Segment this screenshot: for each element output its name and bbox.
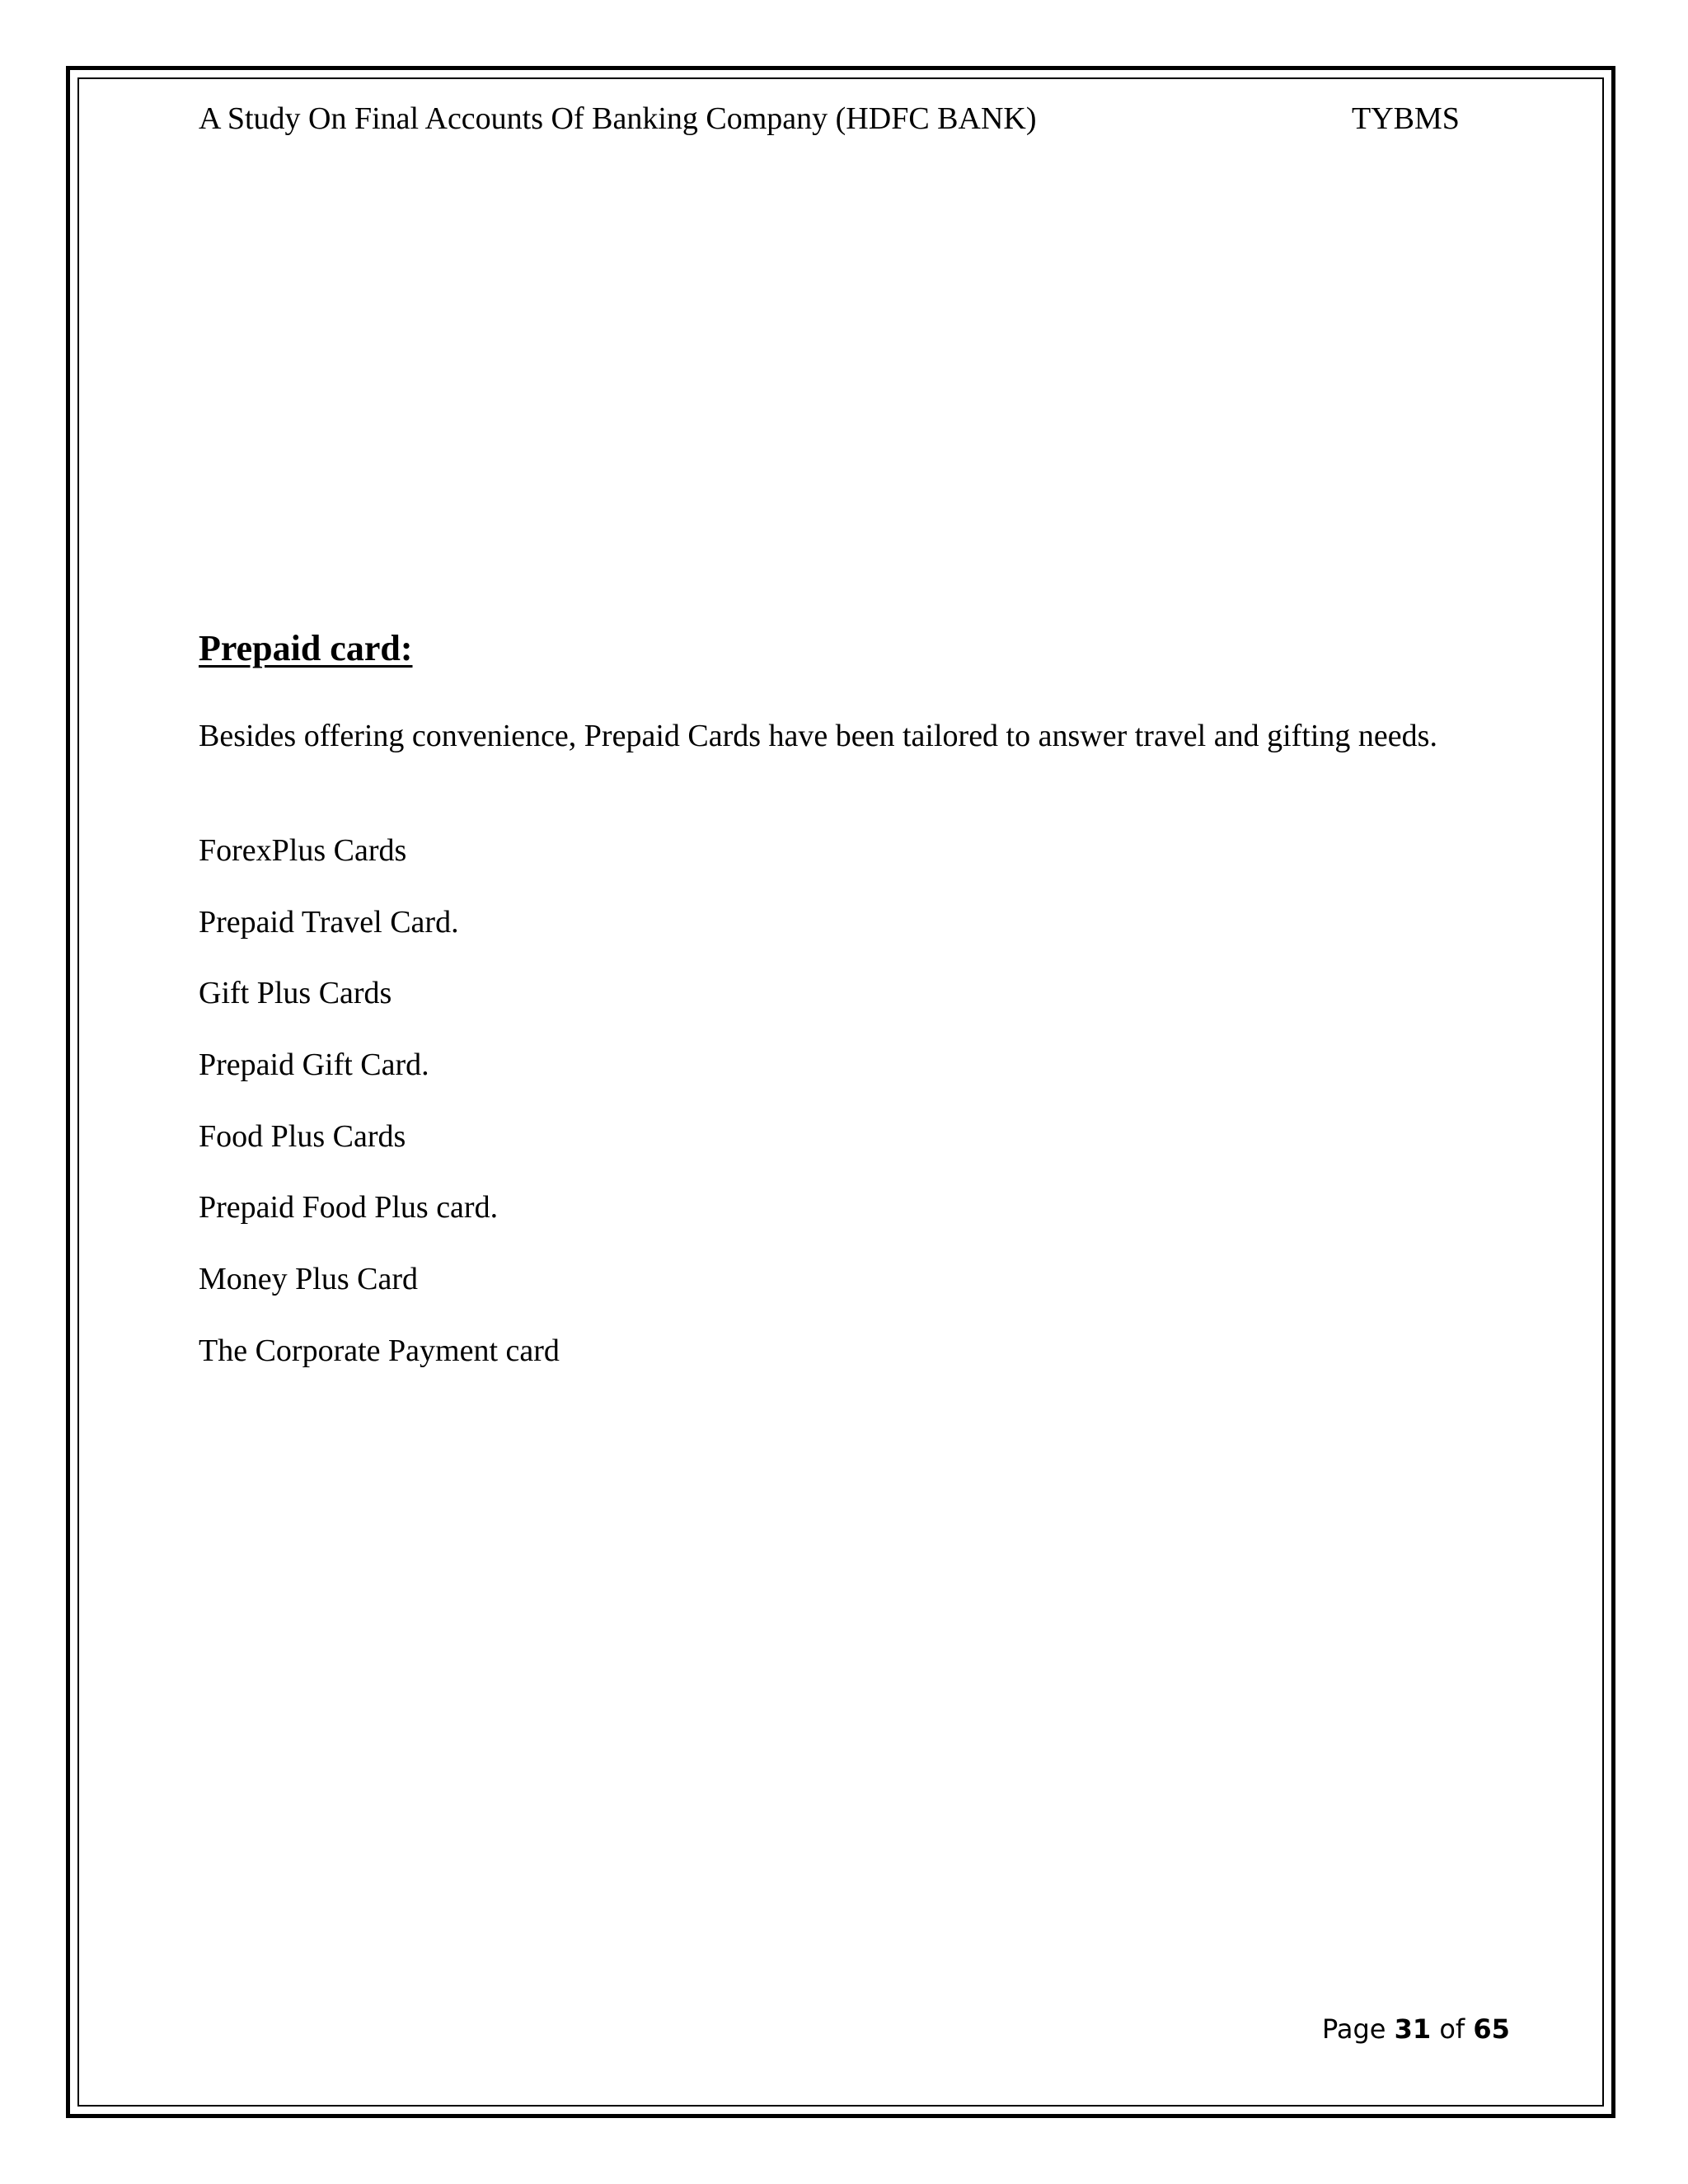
list-item: Money Plus Card: [199, 1262, 418, 1297]
page-number: 31: [1394, 2013, 1432, 2045]
list-item: Prepaid Food Plus card.: [199, 1190, 499, 1226]
section-heading: Prepaid card:: [199, 628, 413, 668]
page-number-footer: [1322, 2011, 1510, 2047]
list-item: Prepaid Gift Card.: [199, 1047, 429, 1083]
list-item: Gift Plus Cards: [199, 976, 392, 1011]
list-item: ForexPlus Cards: [199, 833, 407, 868]
page-total: 65: [1473, 2013, 1510, 2045]
list-item: Food Plus Cards: [199, 1118, 406, 1154]
running-header-title: A Study On Final Accounts Of Banking Company (HDFC BANK): [199, 101, 1037, 136]
prepaid-card-list: [199, 829, 560, 1401]
page-word: Page: [1322, 2013, 1386, 2045]
list-item: Prepaid Travel Card.: [199, 904, 459, 940]
list-item: The Corporate Payment card: [199, 1333, 560, 1368]
running-header-course: TYBMS: [1352, 101, 1460, 136]
section-intro-paragraph: Besides offering convenience, Prepaid Cards have been tailored to answer travel and gifting needs.: [199, 719, 1437, 753]
of-word: of: [1439, 2013, 1465, 2045]
